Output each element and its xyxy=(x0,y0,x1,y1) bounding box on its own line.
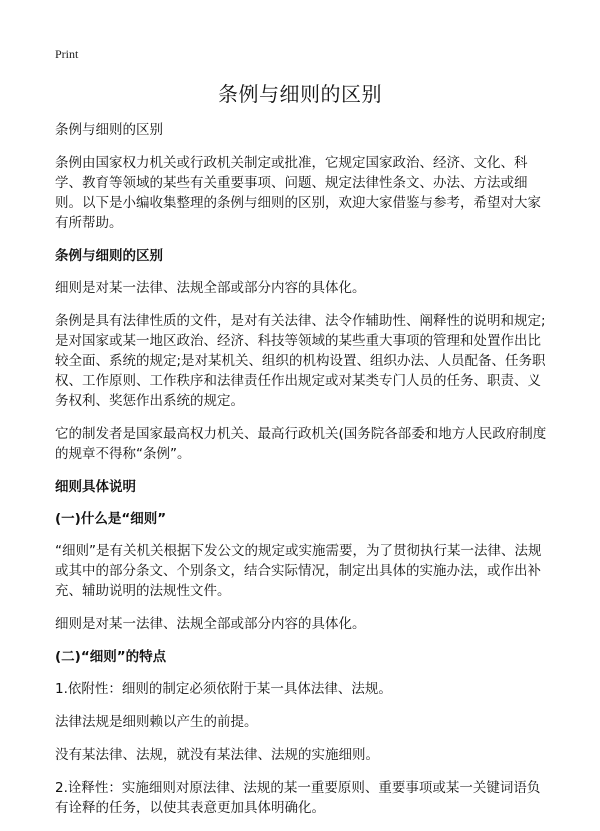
paragraph-feature-1: 1.依附性：细则的制定必须依附于某一具体法律、法规。 xyxy=(55,681,392,697)
paragraph-feature-1c: 没有某法律、法规，就没有某法律、法规的实施细则。 xyxy=(55,747,379,763)
paragraph-feature-2: 2.诠释性：实施细则对原法律、法规的某一重要原则、重要事项或某一关键词语负有诠释的任务，以使其表意更加具体明确化。 xyxy=(55,780,541,816)
paragraph-issuer: 它的制发者是国家最高权力机关、最高行政机关(国务院各部委和地方人民政府制度的规章不得称“条例”。 xyxy=(55,426,547,462)
section-heading-difference: 条例与细则的区别 xyxy=(55,248,163,264)
section-heading-detail: 细则具体说明 xyxy=(55,479,136,495)
print-link[interactable]: Print xyxy=(55,47,79,61)
paragraph-regulation-definition: 条例是具有法律性质的文件，是对有关法律、法令作辅助性、阐释性的说明和规定;是对国家或某一地区政治、经济、科技等领域的某些重大事项的管理和处置作出比较全面、系统的规定;是对某机关、组织的机构设置、组织办法、人员配备、任务职权、工作原则、工作秩序和法律责任作出规定或对某类专门人员的任务、职责、义务权利、奖惩作出系统的规定。 xyxy=(55,313,546,409)
subheading-features: (二)“细则”的特点 xyxy=(55,649,167,665)
document-body xyxy=(55,120,547,831)
paragraph-detail-definition: 细则是对某一法律、法规全部或部分内容的具体化。 xyxy=(55,280,366,296)
paragraph-what-2: 细则是对某一法律、法规全部或部分内容的具体化。 xyxy=(55,616,366,632)
paragraph-feature-1b: 法律法规是细则赖以产生的前提。 xyxy=(55,714,258,730)
paragraph-what: “细则”是有关机关根据下发公文的规定或实施需要，为了贯彻执行某一法律、法规或其中的部分条文、个别条文，结合实际情况，制定出具体的实施办法，或作出补充、辅助说明的法规性文件。 xyxy=(55,543,542,599)
document-title: 条例与细则的区别 xyxy=(218,82,382,106)
subheading-what: (一)什么是“细则” xyxy=(55,511,167,527)
subtitle-paragraph: 条例与细则的区别 xyxy=(55,122,163,138)
intro-paragraph: 条例由国家权力机关或行政机关制定或批准，它规定国家政治、经济、文化、科学、教育等领域的某些有关重要事项、问题、规定法律性条文、办法、方法或细则。以下是小编收集整理的条例与细则的区别，欢迎大家借鉴与参考，希望对大家有所帮助。 xyxy=(55,155,541,231)
